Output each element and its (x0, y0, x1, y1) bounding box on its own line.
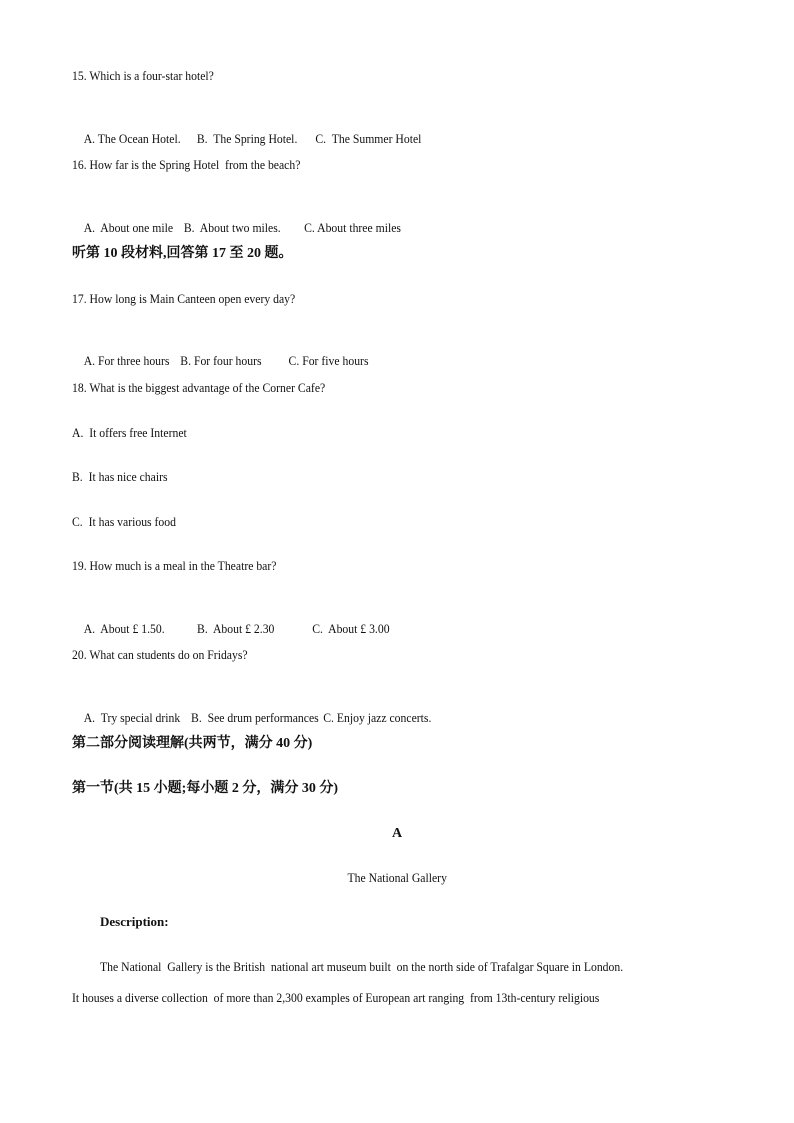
question-19: 19. How much is a meal in the Theatre bar? (72, 558, 277, 573)
question-18-option-a: A. It offers free Internet (72, 425, 187, 440)
passage-line-2: It houses a diverse collection of more than 2,300 examples of European art ranging from 13th-century religious (72, 990, 600, 1005)
option-b: B. For four hours (180, 353, 262, 368)
question-18: 18. What is the biggest advantage of the Corner Cafe? (72, 380, 326, 395)
option-a: A. The Ocean Hotel. (83, 131, 181, 146)
option-b: B. About two miles. (183, 220, 281, 235)
option-a: A. About one mile (83, 220, 174, 235)
question-18-option-b: B. It has nice chairs (72, 469, 168, 484)
option-a: A. About £ 1.50. (83, 621, 165, 636)
question-20: 20. What can students do on Fridays? (72, 647, 248, 662)
option-c: C. About three miles (304, 220, 401, 235)
passage-title (0, 869, 794, 887)
question-18-option-c: C. It has various food (72, 514, 176, 529)
option-c: C. For five hours (288, 353, 369, 368)
option-a: A. For three hours (83, 353, 170, 368)
section-1-heading: 第一节(共 15 小题;每小题 2 分，满分 30 分) (72, 781, 338, 796)
passage-line-1: The National Gallery is the British national art museum built on the north side of Trafalgar Square in London. (100, 959, 624, 974)
option-c: C. Enjoy jazz concerts. (323, 710, 432, 725)
question-16: 16. How far is the Spring Hotel from the beach? (72, 157, 301, 172)
option-c: C. The Summer Hotel (315, 131, 422, 146)
description-label: Description: (100, 914, 169, 929)
passage-letter: A (391, 826, 403, 841)
option-b: B. About £ 2.30 (197, 621, 275, 636)
option-a: A. Try special drink (83, 710, 181, 725)
option-b: B. The Spring Hotel. (196, 131, 298, 146)
question-17: 17. How long is Main Canteen open every day? (72, 291, 296, 306)
part-2-heading: 第二部分阅读理解(共两节，满分 40 分) (72, 736, 313, 751)
option-b: B. See drum performances (191, 710, 319, 725)
section-10-heading: 听第 10 段材料,回答第 17 至 20 题。 (72, 246, 293, 261)
question-15: 15. Which is a four-star hotel? (72, 68, 214, 83)
option-c: C. About £ 3.00 (312, 621, 390, 636)
passage-title-text: The National Gallery (347, 870, 447, 885)
